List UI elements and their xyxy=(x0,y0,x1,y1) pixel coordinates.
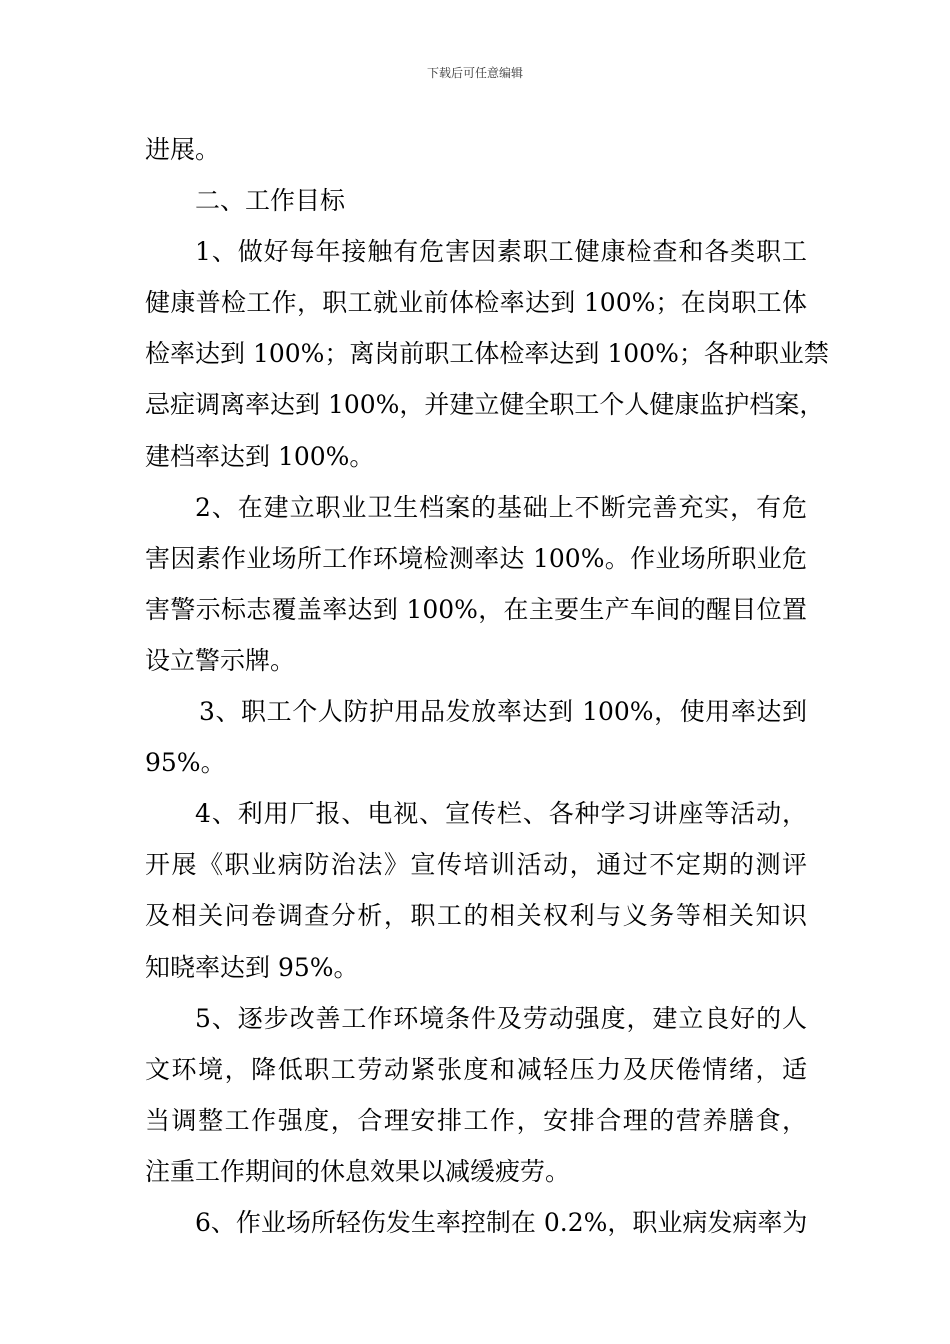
text-line: 进展。 xyxy=(145,135,221,164)
text-line: 二、工作目标 xyxy=(195,186,346,216)
text-line: 文环境，降低职工劳动紧张度和减轻压力及厌倦情绪，适 xyxy=(145,1054,807,1084)
text-line: 5、逐步改善工作环境条件及劳动强度，建立良好的人 xyxy=(195,1003,807,1033)
page-header: 下载后可任意编辑 xyxy=(426,66,523,80)
text-line: 检率达到 100%；离岗前职工体检率达到 100%；各种职业禁 xyxy=(145,339,829,369)
text-line: 6、作业场所轻伤发生率控制在 0.2%，职业病发病率为 xyxy=(195,1207,808,1237)
text-line: 2、在建立职业卫生档案的基础上不断完善充实，有危 xyxy=(195,492,807,522)
text-line: 害警示标志覆盖率达到 100%，在主要生产车间的醒目位置 xyxy=(145,594,807,624)
text-line: 害因素作业场所工作环境检测率达 100%。作业场所职业危 xyxy=(145,543,807,573)
text-line: 建档率达到 100%。 xyxy=(145,441,375,471)
text-line: 忌症调离率达到 100%，并建立健全职工个人健康监护档案， xyxy=(145,390,825,420)
text-line: 当调整工作强度，合理安排工作，安排合理的营养膳食， xyxy=(145,1105,807,1135)
text-line: 95%。 xyxy=(145,748,226,778)
text-line: 4、利用厂报、电视、宣传栏、各种学习讲座等活动， xyxy=(195,799,807,829)
text-line: 设立警示牌。 xyxy=(145,645,296,675)
text-line: 3、职工个人防护用品发放率达到 100%，使用率达到 xyxy=(199,697,807,727)
text-line: 知晓率达到 95%。 xyxy=(145,952,359,982)
text-line: 注重工作期间的休息效果以减缓疲劳。 xyxy=(145,1156,571,1186)
text-line: 开展《职业病防治法》宣传培训活动，通过不定期的测评 xyxy=(145,850,807,880)
text-line: 1、做好每年接触有危害因素职工健康检查和各类职工 xyxy=(195,237,807,267)
text-line: 及相关问卷调查分析，职工的相关权利与义务等相关知识 xyxy=(145,901,807,931)
text-line: 健康普检工作，职工就业前体检率达到 100%；在岗职工体 xyxy=(145,288,807,318)
document-body xyxy=(145,124,829,1248)
